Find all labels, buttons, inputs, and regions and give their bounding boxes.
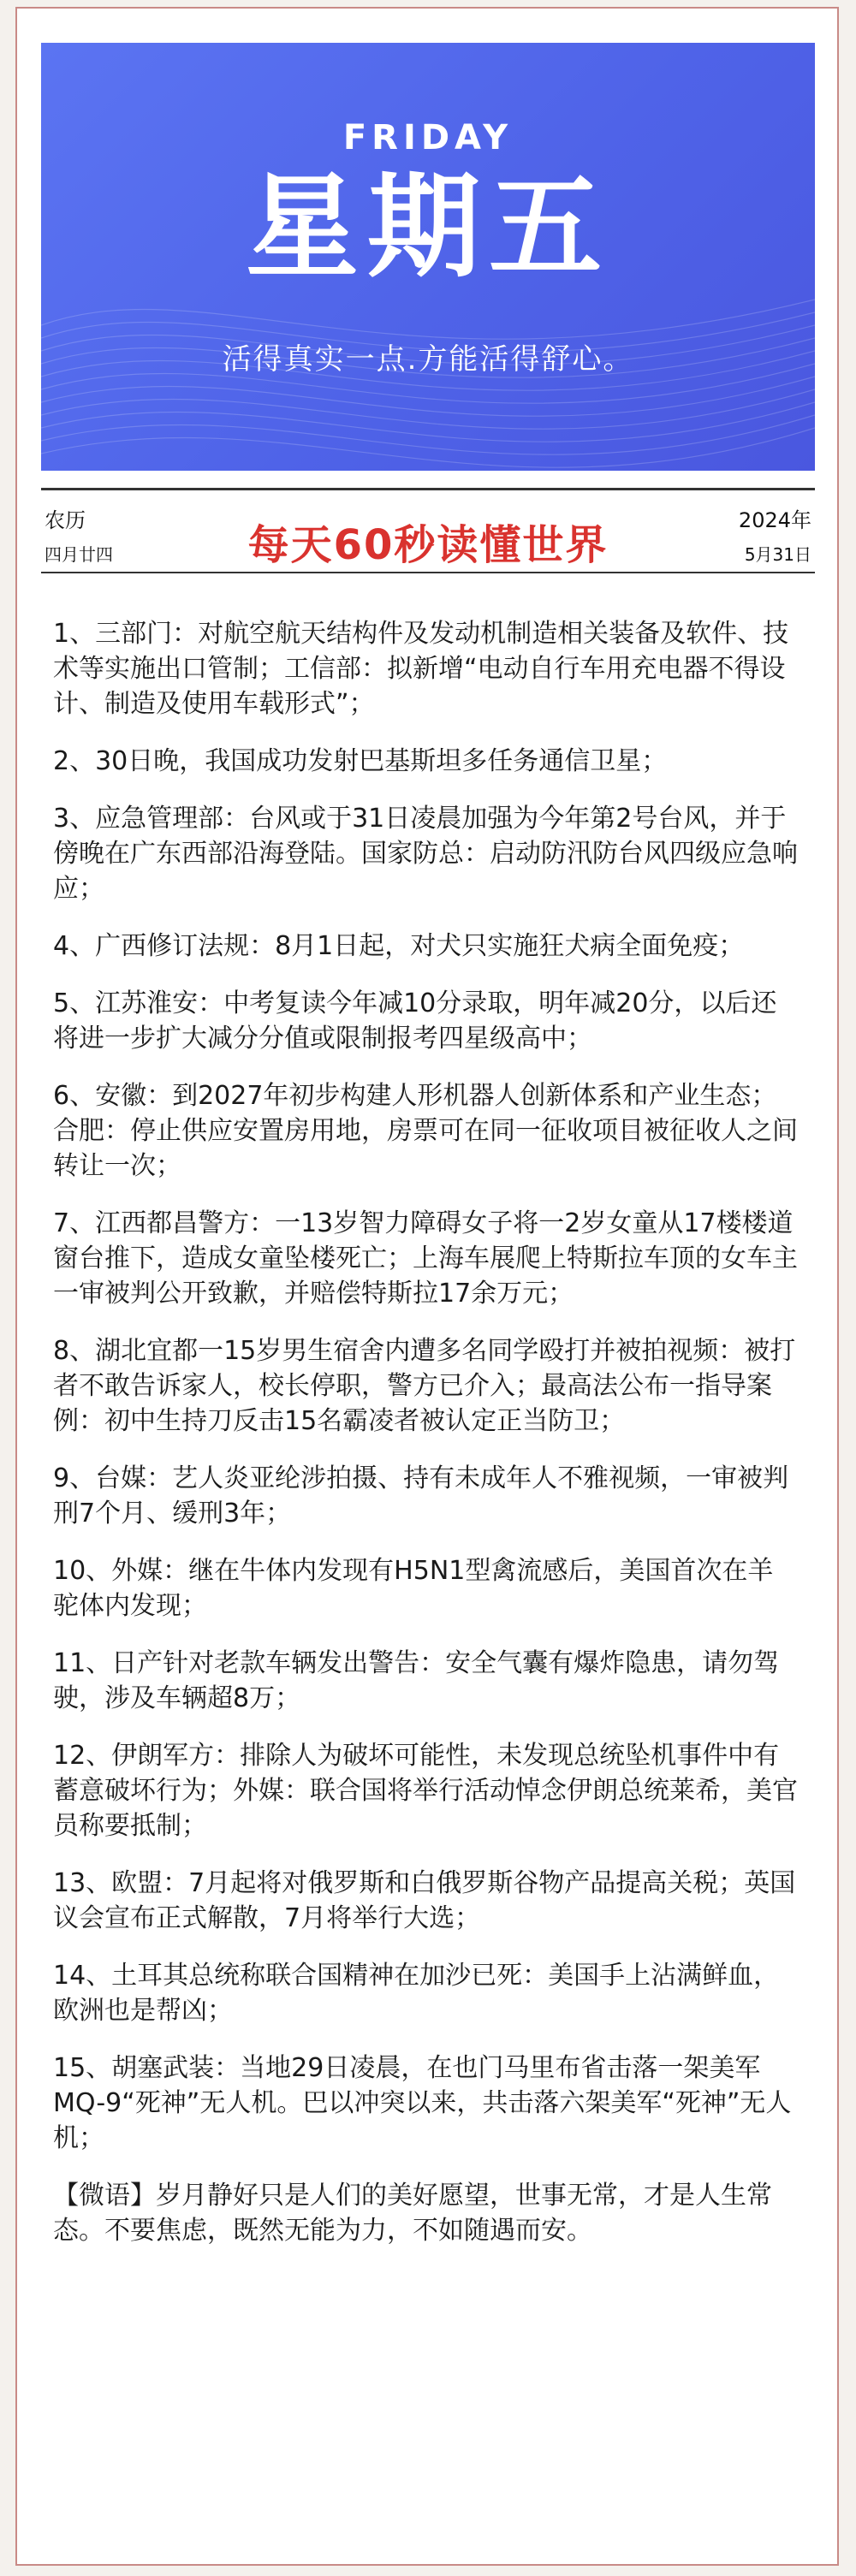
news-item: 2、30日晚，我国成功发射巴基斯坦多任务通信卫星；	[53, 746, 668, 776]
news-item: 6、安徽：到2027年初步构建人形机器人创新体系和产业生态；合肥：停止供应安置房用地，房票可在同一征收项目被征收人之间转让一次；	[53, 1081, 798, 1181]
weekday-chinese: 星期五	[246, 162, 610, 294]
year: 2024年	[738, 508, 811, 532]
news-item: 12、伊朗军方：排除人为破坏可能性，未发现总统坠机事件中有蓄意破坏行为；外媒：联合国将举行活动悼念伊朗总统莱希，美官员称要抵制；	[53, 1741, 798, 1841]
masthead-bottom-rule	[41, 572, 815, 573]
news-list	[53, 616, 798, 2270]
month-day: 5月31日	[744, 544, 811, 565]
news-item: 3、应急管理部：台风或于31日凌晨加强为今年第2号台风，并于傍晚在广东西部沿海登陆。国家防总：启动防汛防台风四级应急响应；	[53, 804, 798, 904]
news-item: 8、湖北宜都一15岁男生宿舍内遭多名同学殴打并被拍视频：被打者不敢告诉家人，校长停职，警方已介入；最高法公布一指导案例：初中生持刀反击15名霸凌者被认定正当防卫；	[53, 1336, 796, 1436]
header-banner	[41, 43, 815, 471]
lunar-label: 农历	[45, 508, 86, 532]
news-item: 7、江西都昌警方：一13岁智力障碍女子将一2岁女童从17楼楼道窗台推下，造成女童坠楼死亡；上海车展爬上特斯拉车顶的女车主一审被判公开致歉，并赔偿特斯拉17余万元；	[53, 1208, 798, 1309]
news-item: 5、江苏淮安：中考复读今年减10分录取，明年减20分，以后还将进一步扩大减分分值或限制报考四星级高中；	[53, 988, 777, 1054]
news-item: 11、日产针对老款车辆发出警告：安全气囊有爆炸隐患，请勿驾驶，涉及车辆超8万；	[53, 1648, 780, 1713]
masthead	[41, 488, 815, 582]
news-item: 1、三部门：对航空航天结构件及发动机制造相关装备及软件、技术等实施出口管制；工信部：拟新增“电动自行车用充电器不得设计、制造及使用车载形式”；	[53, 619, 789, 719]
masthead-top-rule	[41, 488, 815, 490]
news-item: 10、外媒：继在牛体内发现有H5N1型禽流感后，美国首次在羊驼体内发现；	[53, 1556, 774, 1621]
news-item: 4、广西修订法规：8月1日起，对犬只实施狂犬病全面免疫；	[53, 931, 745, 961]
weekday-english: FRIDAY	[342, 118, 514, 157]
news-item: 9、台媒：艺人炎亚纶涉拍摄、持有未成年人不雅视频，一审被判刑7个月、缓刑3年；	[53, 1463, 789, 1528]
slogan: 活得真实一点.方能活得舒心。	[222, 342, 634, 377]
lunar-date: 四月廿四	[45, 544, 113, 565]
news-item: 14、土耳其总统称联合国精神在加沙已死：美国手上沾满鲜血，欧洲也是帮凶；	[53, 1961, 780, 2026]
news-item: 13、欧盟：7月起将对俄罗斯和白俄罗斯谷物产品提高关税；英国议会宣布正式解散，7月将举行大选；	[53, 1868, 796, 1933]
paper-title: 每天60秒读懂世界	[247, 521, 609, 569]
news-item: 15、胡塞武装：当地29日凌晨，在也门马里布省击落一架美军MQ-9“死神”无人机。巴以冲突以来，共击落六架美军“死神”无人机；	[53, 2053, 792, 2153]
daily-quote: 【微语】岁月静好只是人们的美好愿望，世事无常，才是人生常态。不要焦虑，既然无能为力，不如随遇而安。	[53, 2181, 772, 2246]
